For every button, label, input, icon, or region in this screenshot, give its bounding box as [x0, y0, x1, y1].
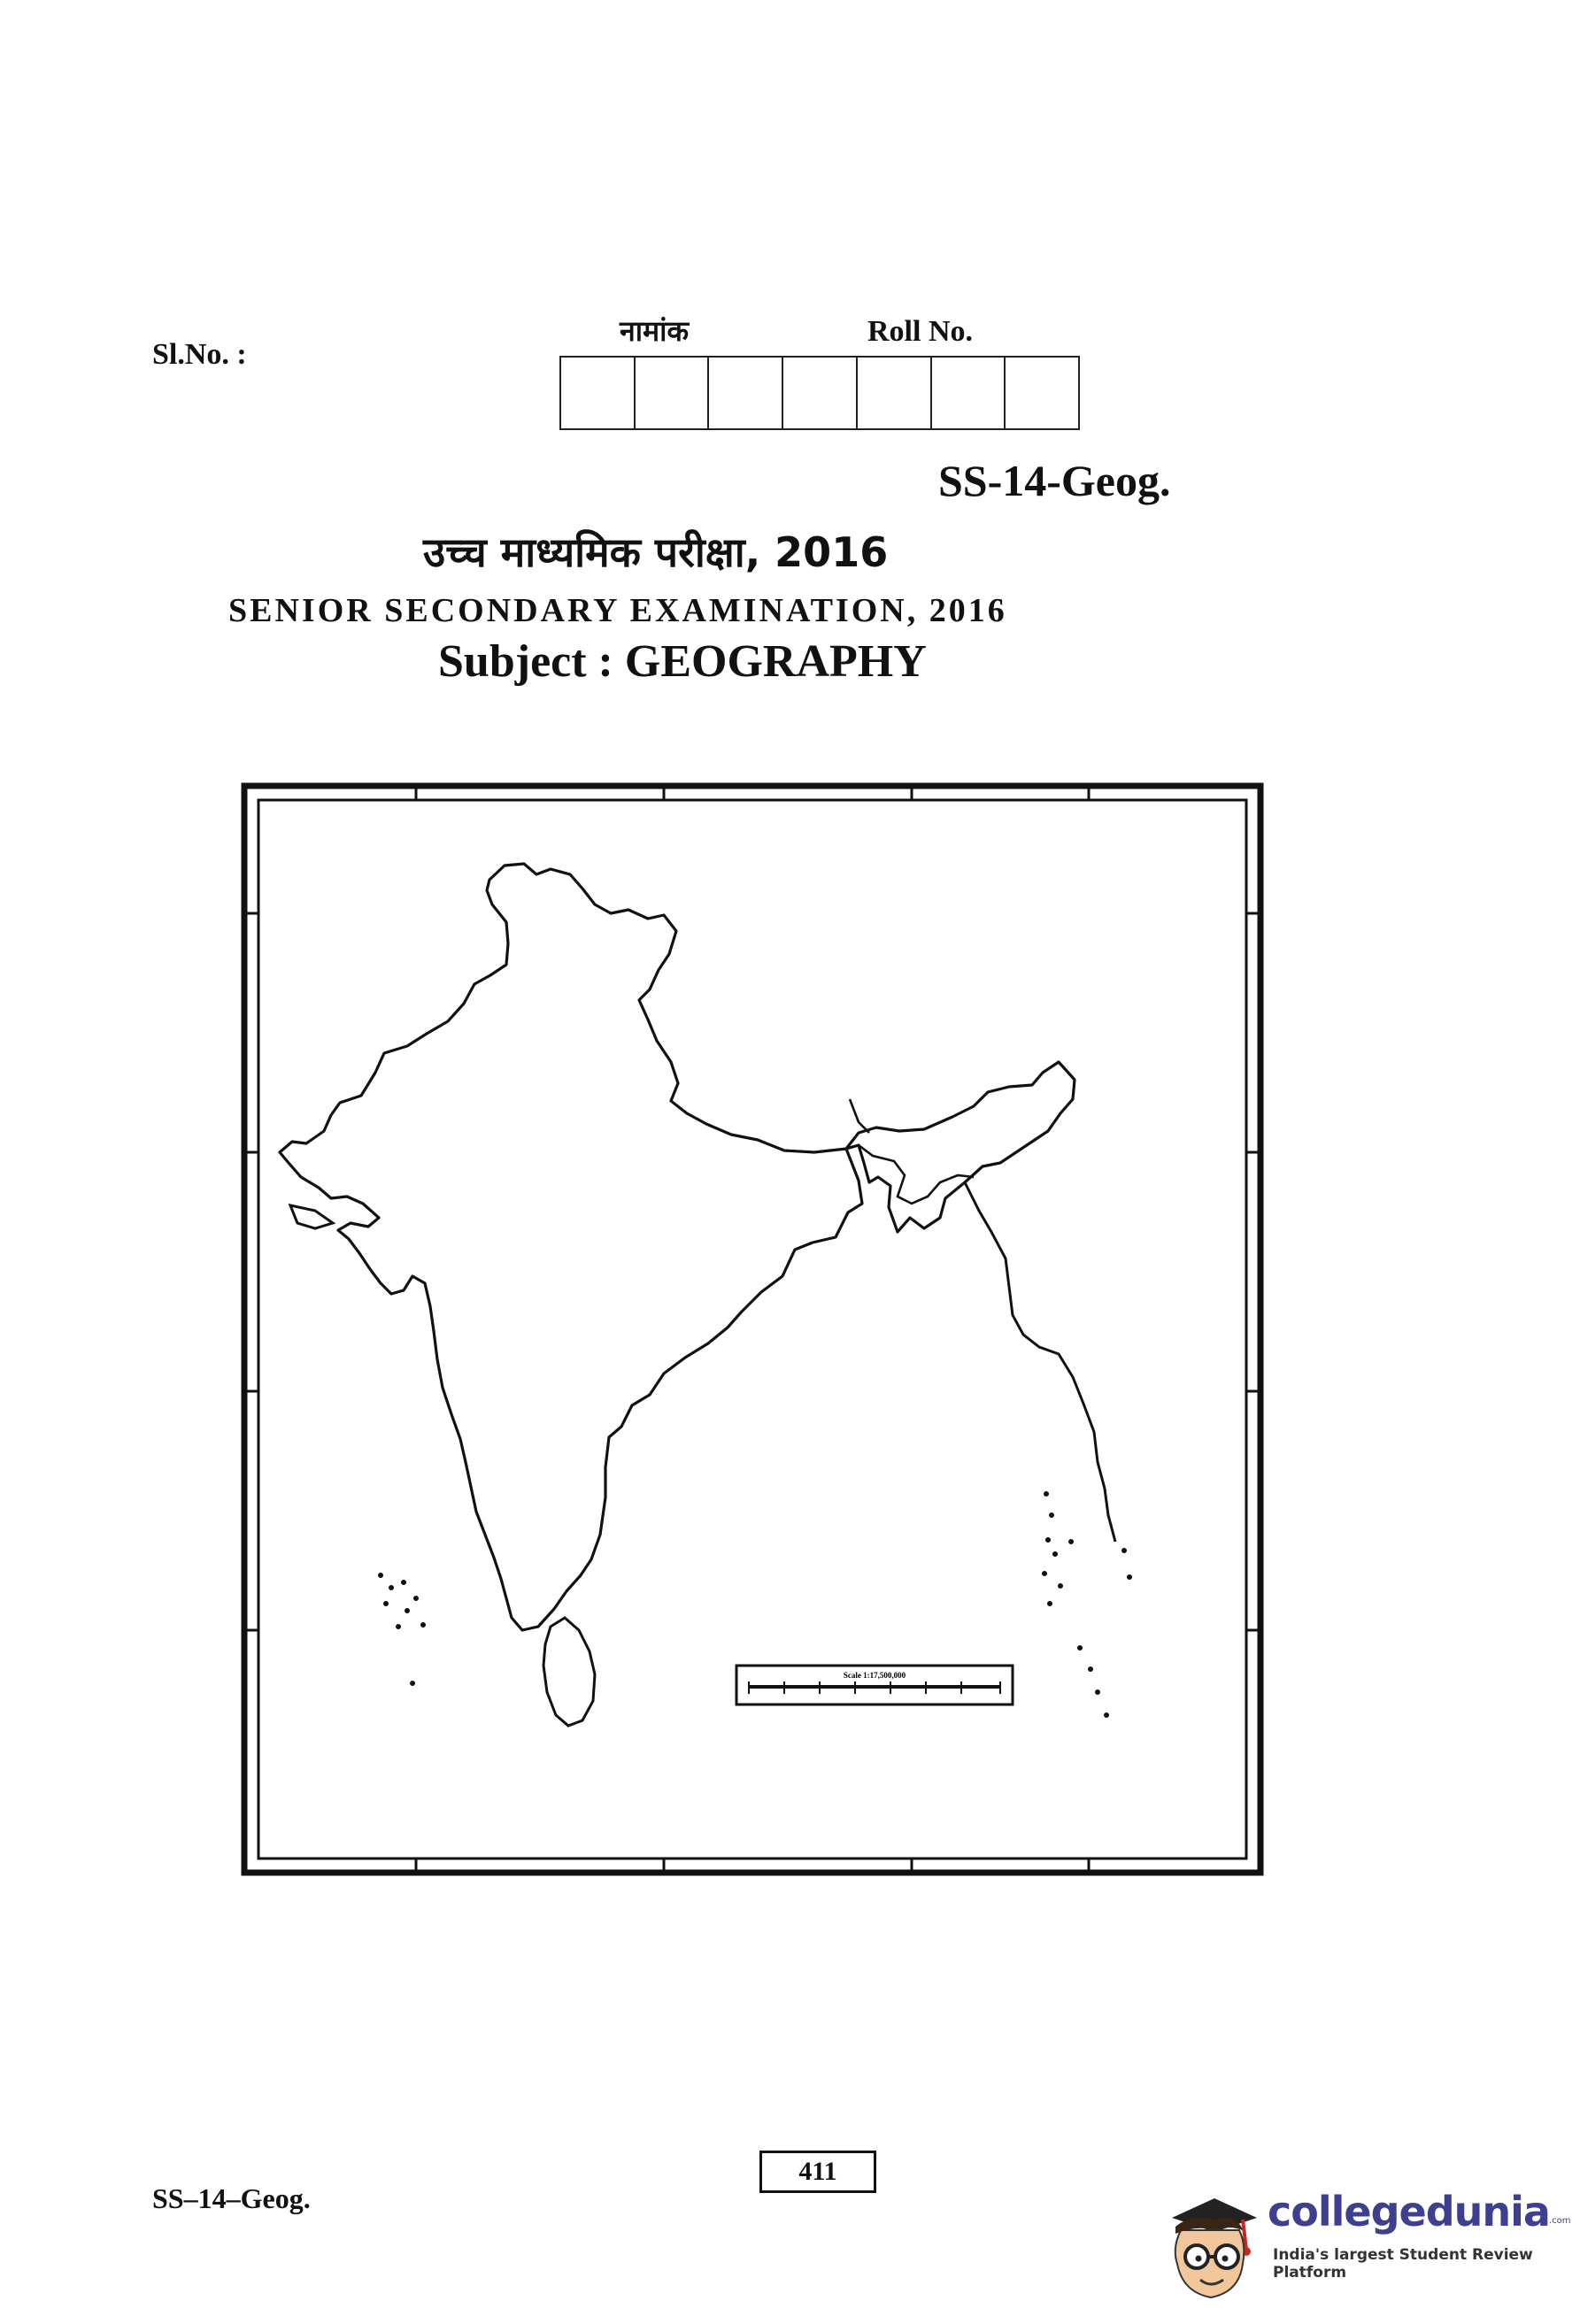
- roll-number-box: [932, 358, 1006, 428]
- lakshadweep-islands: [378, 1573, 426, 1686]
- footer-paper-code: SS–14–Geog.: [152, 2182, 311, 2214]
- map-scale-bar: [736, 1666, 1013, 1705]
- serial-number-label: Sl.No. :: [152, 338, 247, 371]
- paper-code: SS-14-Geog.: [938, 456, 1171, 505]
- map-outer-border: [244, 786, 1260, 1873]
- roll-number-box: [561, 358, 636, 428]
- gulf-of-kutch-outline: [290, 1205, 333, 1228]
- roll-number-label: Roll No.: [867, 315, 973, 348]
- exam-title-english: SENIOR SECONDARY EXAMINATION, 2016: [228, 592, 1007, 629]
- myanmar-coast-outline: [965, 1182, 1115, 1542]
- india-outline-map: [239, 781, 1266, 1878]
- map-scale-label: Scale 1:17,500,000: [843, 1671, 906, 1680]
- roll-number-box: [709, 358, 783, 428]
- roll-number-box: [783, 358, 858, 428]
- sri-lanka-outline: [543, 1618, 595, 1726]
- roll-number-box: [858, 358, 932, 428]
- page-number: 411: [759, 2151, 876, 2193]
- andaman-nicobar-islands: [1042, 1491, 1132, 1718]
- student-mascot-icon: [1154, 2168, 1264, 2301]
- roll-number-label-hindi: नामांक: [620, 314, 690, 348]
- subject-title: Subject : GEOGRAPHY: [438, 636, 927, 687]
- eastern-border-outline: [859, 1145, 974, 1204]
- collegedunia-logo: [1154, 2168, 1571, 2301]
- logo-domain-suffix: .com: [1549, 2216, 1571, 2226]
- sikkim-border-outline: [850, 1099, 869, 1133]
- india-mainland-outline: [280, 864, 1075, 1630]
- roll-number-box: [1006, 358, 1078, 428]
- roll-number-box: [636, 358, 710, 428]
- roll-number-boxes: [559, 356, 1080, 430]
- exam-title-hindi: उच्च माध्यमिक परीक्षा, 2016: [423, 528, 889, 576]
- map-border-ticks: [244, 786, 1260, 1873]
- logo-tagline: India's largest Student Review Platform: [1273, 2246, 1533, 2282]
- logo-brand-name: collegedunia: [1268, 2188, 1550, 2236]
